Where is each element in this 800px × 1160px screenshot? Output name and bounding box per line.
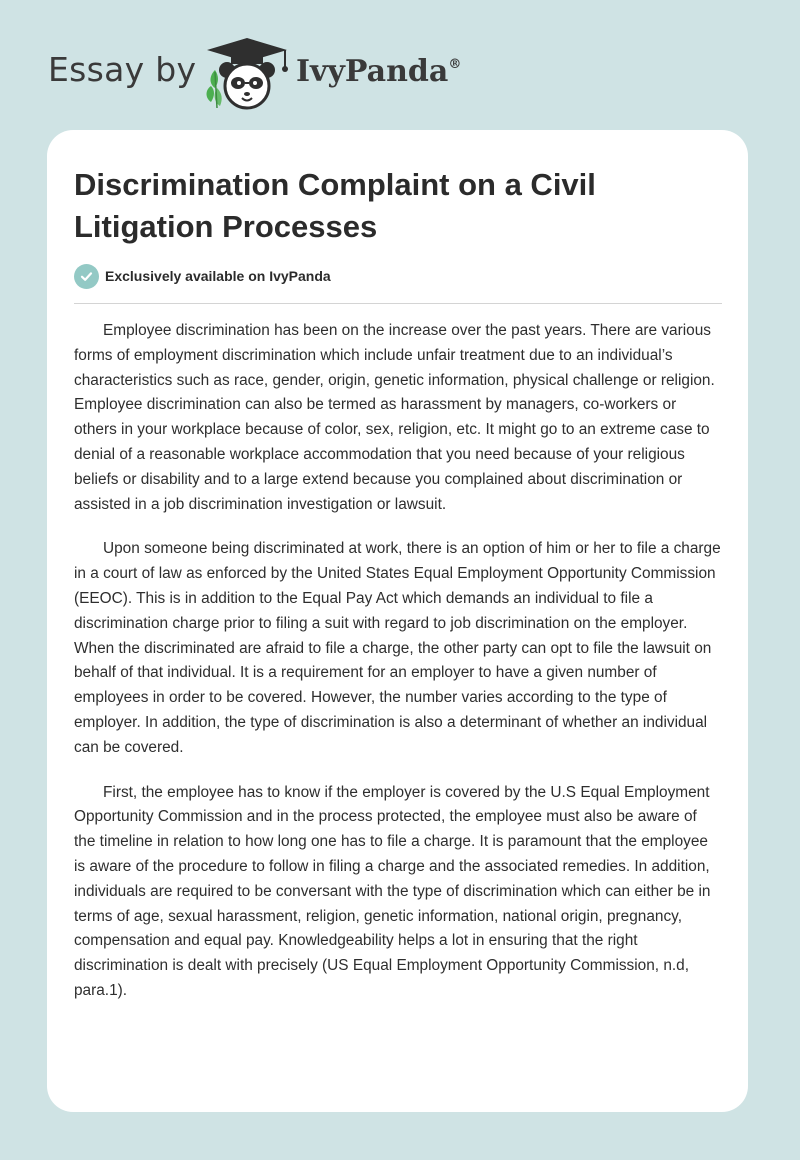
brand-name-text: IvyPanda [296,54,449,89]
ivypanda-logo-icon[interactable] [201,36,293,112]
check-circle-icon [74,264,99,289]
brand-name[interactable] [296,54,461,89]
article-body [74,319,722,1024]
exclusive-badge-label: Exclusively available on IvyPanda [105,268,331,284]
paragraph: Employee discrimination has been on the increase over the past years. There are various forms of employment discrimination which include unfair treatment due to an individual’s characteristics such as race, gender, origin, genetic information, physical challenge or religion. Employee discrimination can also be termed as harassment by managers, co-workers or others in your workplace because of color, sex, religion, etc. It might go to an extreme case to denial of a reasonable workplace accommodation that you need because of your religious beliefs or disability and to a large extend because you complained about discrimination or assisted in a job discrimination investigation or lawsuit. [74,322,715,513]
paragraph: Upon someone being discriminated at work, there is an option of him or her to file a charge in a court of law as enforced by the United States Equal Employment Opportunity Commission (EEOC). This is in addition to the Equal Pay Act which demands an individual to file a discrimination charge prior to filing a suit with regard to job discrimination on the employer. When the discriminated are afraid to file a charge, the other party can opt to file the lawsuit on behalf of that individual. It is a requirement for an employer to have a given number of employees in order to be covered. However, the number varies according to the type of employer. In addition, the type of discrimination is also a determinant of whether an individual can be covered. [74,540,721,756]
exclusive-badge [74,263,331,289]
article-title: Discrimination Complaint on a Civil Litigation Processes [74,167,596,244]
essay-by-label: Essay by [48,50,197,89]
paragraph: First, the employee has to know if the employer is covered by the U.S Equal Employment Opportunity Commission and in the process protected, the employee must also be aware of the timeline in relation to how long one has to file a charge. It is paramount that the employee is aware of the procedure to follow in filing a charge and the associated remedies. In addition, individuals are required to be conversant with the type of discrimination which can either be in terms of age, sexual harassment, religion, genetic information, national origin, pregnancy, compensation and equal pay. Knowledgeability helps a lot in ensuring that the right discrimination is dealt with precisely (US Equal Employment Opportunity Commission, n.d, para.1). [74,783,711,999]
site-header [0,0,800,130]
divider [74,303,722,304]
article-card [47,130,748,1112]
registered-mark: ® [448,57,462,72]
